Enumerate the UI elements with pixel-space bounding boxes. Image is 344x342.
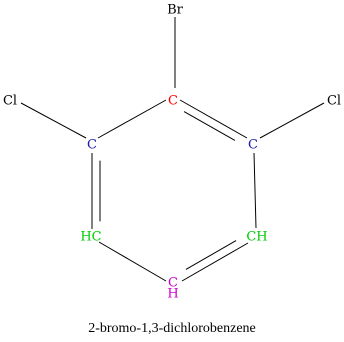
bond-c_right-cl_right bbox=[260, 103, 324, 138]
bond-layer bbox=[21, 17, 324, 281]
atom-c-right: C bbox=[248, 137, 258, 153]
atom-cl-right: Cl bbox=[326, 93, 342, 109]
bond-c_left-cl_left bbox=[21, 103, 86, 138]
atom-ch-bottom-c: C bbox=[168, 275, 178, 291]
atom-layer bbox=[3, 3, 341, 302]
atom-br: Br bbox=[167, 2, 183, 18]
bond-c_right-ch_right bbox=[254, 153, 256, 228]
bond-c_top-c_left bbox=[98, 100, 166, 138]
bond-ch_right-ch_bottom_c bbox=[182, 243, 248, 281]
bond-ch_left-ch_bottom_c bbox=[99, 242, 166, 281]
bond-c_top-c_right bbox=[180, 100, 247, 138]
atom-c-left: C bbox=[87, 137, 97, 153]
atom-ch-right: CH bbox=[246, 229, 268, 245]
bond-ch_right-ch_bottom_c-inner bbox=[186, 241, 236, 270]
atom-cl-left: Cl bbox=[2, 93, 18, 109]
atom-c-top: C bbox=[168, 93, 178, 109]
molecule-name: 2-bromo-1,3-dichlorobenzene bbox=[88, 321, 256, 336]
atom-ch-left: HC bbox=[80, 229, 102, 245]
bond-c_top-c_right-inner bbox=[184, 112, 235, 141]
atom-ch-bottom-h: H bbox=[167, 286, 179, 302]
